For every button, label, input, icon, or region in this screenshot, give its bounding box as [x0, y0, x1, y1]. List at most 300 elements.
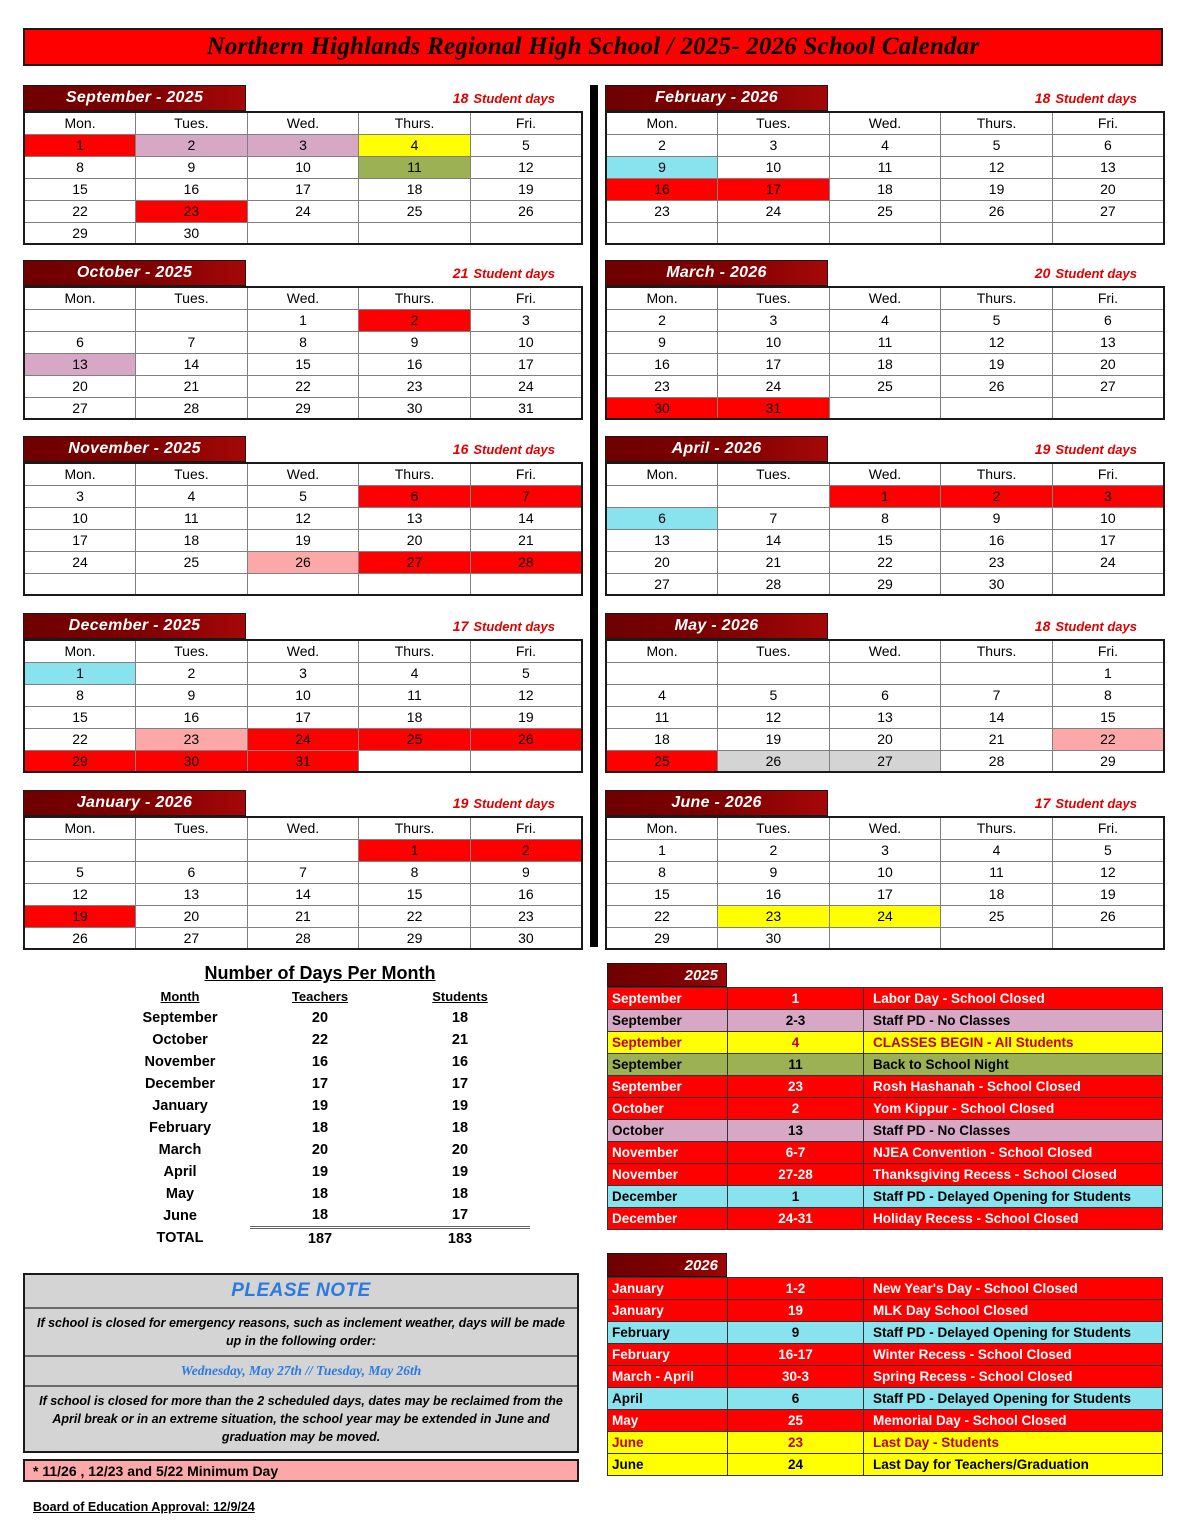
calendar-day-cell[interactable]: 20 — [1052, 353, 1164, 375]
calendar-day-cell[interactable]: 9 — [136, 156, 248, 178]
calendar-day-cell[interactable]: 23 — [606, 375, 718, 397]
calendar-day-cell[interactable]: 30 — [136, 222, 248, 244]
weekday-header-fri: Fri. — [1052, 112, 1164, 134]
calendar-week-row — [606, 883, 1164, 905]
calendar-day-cell[interactable]: 13 — [24, 353, 136, 375]
student-days-count: 18 — [1034, 618, 1051, 634]
calendar-day-cell[interactable]: 5 — [718, 684, 830, 706]
calendar-day-cell[interactable]: 23 — [359, 375, 471, 397]
calendar-empty-cell — [1052, 573, 1164, 595]
calendar-day-cell[interactable]: 18 — [829, 353, 941, 375]
calendar-week-row — [24, 728, 582, 750]
calendar-day-cell[interactable]: 26 — [718, 750, 830, 772]
weekday-header-mon: Mon. — [24, 640, 136, 662]
month-block — [605, 790, 1165, 950]
calendar-day-cell[interactable]: 12 — [941, 156, 1053, 178]
calendar-day-cell[interactable]: 1 — [1052, 662, 1164, 684]
calendar-day-cell[interactable]: 1 — [24, 662, 136, 684]
calendar-day-cell[interactable]: 3 — [24, 485, 136, 507]
calendar-day-cell[interactable]: 11 — [941, 861, 1053, 883]
calendar-day-cell[interactable]: 11 — [136, 507, 248, 529]
calendar-day-cell[interactable]: 22 — [829, 551, 941, 573]
calendar-day-cell[interactable]: 2 — [941, 485, 1053, 507]
legend-row — [608, 1300, 1163, 1322]
calendar-day-cell[interactable]: 2 — [470, 839, 582, 861]
calendar-day-cell[interactable]: 9 — [136, 684, 248, 706]
calendar-day-cell[interactable]: 13 — [136, 883, 248, 905]
student-days-label — [828, 613, 1165, 639]
calendar-day-cell[interactable]: 27 — [606, 573, 718, 595]
calendar-day-cell[interactable]: 5 — [470, 134, 582, 156]
calendar-day-cell[interactable]: 16 — [606, 178, 718, 200]
calendar-day-cell[interactable]: 6 — [1052, 134, 1164, 156]
calendar-day-cell[interactable]: 26 — [470, 200, 582, 222]
calendar-day-cell[interactable]: 9 — [718, 861, 830, 883]
calendar-day-cell[interactable]: 25 — [136, 551, 248, 573]
calendar-day-cell[interactable]: 24 — [24, 551, 136, 573]
calendar-day-cell[interactable]: 10 — [718, 156, 830, 178]
calendar-week-row — [606, 684, 1164, 706]
page-title: Northern Highlands Regional High School / 2025- 2026 School Calendar — [206, 33, 980, 60]
weekday-header-tues: Tues. — [136, 463, 248, 485]
calendar-empty-cell — [359, 573, 471, 595]
calendar-day-cell[interactable]: 22 — [359, 905, 471, 927]
calendar-day-cell[interactable]: 5 — [941, 134, 1053, 156]
calendar-day-cell[interactable]: 16 — [606, 353, 718, 375]
calendar-day-cell[interactable]: 17 — [1052, 529, 1164, 551]
calendar-day-cell[interactable]: 19 — [470, 706, 582, 728]
weekday-header-fri: Fri. — [470, 640, 582, 662]
calendar-day-cell[interactable]: 20 — [606, 551, 718, 573]
calendar-day-cell[interactable]: 13 — [1052, 156, 1164, 178]
calendar-day-cell[interactable]: 15 — [1052, 706, 1164, 728]
calendar-day-cell[interactable]: 3 — [718, 134, 830, 156]
calendar-day-cell[interactable]: 11 — [606, 706, 718, 728]
calendar-day-cell[interactable]: 19 — [470, 178, 582, 200]
calendar-day-cell[interactable]: 19 — [247, 529, 359, 551]
calendar-day-cell[interactable]: 1 — [606, 839, 718, 861]
calendar-day-cell[interactable]: 8 — [829, 507, 941, 529]
calendar-day-cell[interactable]: 28 — [247, 927, 359, 949]
calendar-day-cell[interactable]: 21 — [136, 375, 248, 397]
calendar-day-cell[interactable]: 26 — [247, 551, 359, 573]
calendar-day-cell[interactable]: 5 — [247, 485, 359, 507]
calendar-empty-cell — [829, 927, 941, 949]
legend-date: 4 — [728, 1032, 864, 1054]
dpm-teachers: 22 — [311, 1032, 329, 1048]
calendar-day-cell[interactable]: 4 — [359, 662, 471, 684]
calendar-day-cell[interactable]: 30 — [136, 750, 248, 772]
calendar-day-cell[interactable]: 20 — [359, 529, 471, 551]
days-per-month-row — [110, 1183, 530, 1205]
calendar-day-cell[interactable]: 22 — [606, 905, 718, 927]
weekday-header-wed: Wed. — [829, 287, 941, 309]
calendar-day-cell[interactable]: 24 — [718, 375, 830, 397]
days-per-month-total-row — [110, 1227, 530, 1249]
dpm-teachers: 20 — [311, 1142, 329, 1158]
calendar-day-cell[interactable]: 11 — [829, 156, 941, 178]
calendar-day-cell[interactable]: 13 — [1052, 331, 1164, 353]
calendar-day-cell[interactable]: 7 — [941, 684, 1053, 706]
calendar-day-cell[interactable]: 16 — [136, 178, 248, 200]
weekday-header-fri: Fri. — [1052, 817, 1164, 839]
calendar-day-cell[interactable]: 22 — [247, 375, 359, 397]
calendar-day-cell[interactable]: 2 — [606, 134, 718, 156]
calendar-day-cell[interactable]: 9 — [359, 331, 471, 353]
calendar-day-cell[interactable]: 11 — [359, 684, 471, 706]
weekday-header-fri: Fri. — [470, 112, 582, 134]
calendar-day-cell[interactable]: 17 — [718, 178, 830, 200]
calendar-day-cell[interactable]: 9 — [606, 156, 718, 178]
calendar-day-cell[interactable]: 28 — [470, 551, 582, 573]
student-days-count: 18 — [452, 90, 469, 106]
month-header-bar — [23, 85, 583, 111]
calendar-empty-cell — [941, 222, 1053, 244]
weekday-header-tues: Tues. — [136, 287, 248, 309]
calendar-day-cell[interactable]: 10 — [247, 684, 359, 706]
month-header-bar — [605, 790, 1165, 816]
calendar-day-cell[interactable]: 19 — [718, 728, 830, 750]
calendar-day-cell[interactable]: 26 — [470, 728, 582, 750]
calendar-day-cell[interactable]: 5 — [941, 309, 1053, 331]
calendar-day-cell[interactable]: 25 — [359, 728, 471, 750]
calendar-day-cell[interactable]: 25 — [359, 200, 471, 222]
calendar-week-row — [606, 156, 1164, 178]
calendar-day-cell[interactable]: 29 — [829, 573, 941, 595]
calendar-day-cell[interactable]: 16 — [359, 353, 471, 375]
weekday-header-thurs: Thurs. — [941, 463, 1053, 485]
calendar-day-cell[interactable]: 31 — [247, 750, 359, 772]
calendar-day-cell[interactable]: 6 — [606, 507, 718, 529]
calendar-day-cell[interactable]: 27 — [359, 551, 471, 573]
calendar-day-cell[interactable]: 18 — [136, 529, 248, 551]
calendar-day-cell[interactable]: 29 — [24, 222, 136, 244]
calendar-week-row — [24, 883, 582, 905]
calendar-day-cell[interactable]: 11 — [829, 331, 941, 353]
calendar-week-row — [24, 375, 582, 397]
calendar-day-cell[interactable]: 25 — [829, 200, 941, 222]
calendar-day-cell[interactable]: 22 — [24, 200, 136, 222]
weekday-header-mon: Mon. — [24, 463, 136, 485]
calendar-day-cell[interactable]: 4 — [941, 839, 1053, 861]
calendar-day-cell[interactable]: 14 — [941, 706, 1053, 728]
calendar-day-cell[interactable]: 30 — [718, 927, 830, 949]
legend-panel-2026 — [607, 1253, 1163, 1476]
calendar-day-cell[interactable]: 7 — [718, 507, 830, 529]
calendar-day-cell[interactable]: 15 — [24, 706, 136, 728]
calendar-day-cell[interactable]: 24 — [470, 375, 582, 397]
dpm-teachers: 18 — [250, 1205, 390, 1227]
calendar-day-cell[interactable]: 2 — [606, 309, 718, 331]
calendar-day-cell[interactable]: 12 — [470, 684, 582, 706]
calendar-day-cell[interactable]: 5 — [1052, 839, 1164, 861]
calendar-day-cell[interactable]: 20 — [1052, 178, 1164, 200]
calendar-day-cell[interactable]: 8 — [1052, 684, 1164, 706]
calendar-day-cell[interactable]: 27 — [1052, 200, 1164, 222]
calendar-day-cell[interactable]: 28 — [941, 750, 1053, 772]
dpm-students: 17 — [451, 1076, 469, 1092]
calendar-day-cell[interactable]: 4 — [359, 134, 471, 156]
calendar-day-cell[interactable]: 19 — [24, 905, 136, 927]
calendar-day-cell[interactable]: 23 — [941, 551, 1053, 573]
calendar-day-cell[interactable]: 8 — [606, 861, 718, 883]
calendar-day-cell[interactable]: 17 — [247, 178, 359, 200]
calendar-day-cell[interactable]: 18 — [359, 706, 471, 728]
calendar-day-cell[interactable]: 21 — [247, 905, 359, 927]
calendar-day-cell[interactable]: 24 — [247, 728, 359, 750]
calendar-day-cell[interactable]: 7 — [136, 331, 248, 353]
calendar-day-cell[interactable]: 24 — [829, 905, 941, 927]
calendar-day-cell[interactable]: 27 — [136, 927, 248, 949]
calendar-day-cell[interactable]: 26 — [1052, 905, 1164, 927]
weekday-header-fri: Fri. — [470, 817, 582, 839]
calendar-day-cell[interactable]: 29 — [1052, 750, 1164, 772]
days-per-month-row — [110, 1139, 530, 1161]
calendar-day-cell[interactable]: 16 — [718, 883, 830, 905]
calendar-day-cell[interactable]: 1 — [247, 309, 359, 331]
legend-date: 19 — [728, 1300, 864, 1322]
calendar-day-cell[interactable]: 5 — [24, 861, 136, 883]
student-days-text: Student days — [1055, 265, 1137, 281]
calendar-day-cell[interactable]: 2 — [359, 309, 471, 331]
legend-description: Holiday Recess - School Closed — [864, 1208, 1163, 1230]
calendar-day-cell[interactable]: 12 — [1052, 861, 1164, 883]
weekday-header-tues: Tues. — [718, 112, 830, 134]
calendar-day-cell[interactable]: 26 — [941, 200, 1053, 222]
legend-month: March - April — [608, 1366, 728, 1388]
calendar-day-cell[interactable]: 15 — [829, 529, 941, 551]
calendar-day-cell[interactable]: 22 — [1052, 728, 1164, 750]
calendar-day-cell[interactable]: 13 — [606, 529, 718, 551]
calendar-day-cell[interactable]: 10 — [24, 507, 136, 529]
calendar-day-cell[interactable]: 27 — [24, 397, 136, 419]
legend-row — [608, 1388, 1163, 1410]
calendar-day-cell[interactable]: 1 — [829, 485, 941, 507]
calendar-day-cell[interactable]: 15 — [24, 178, 136, 200]
calendar-day-cell[interactable]: 6 — [1052, 309, 1164, 331]
calendar-day-cell[interactable]: 9 — [470, 861, 582, 883]
calendar-day-cell[interactable]: 16 — [136, 706, 248, 728]
calendar-day-cell[interactable]: 2 — [718, 839, 830, 861]
legend-month: June — [608, 1432, 728, 1454]
dpm-month: December — [144, 1076, 216, 1092]
month-block — [605, 613, 1165, 773]
calendar-day-cell[interactable]: 30 — [359, 397, 471, 419]
calendar-day-cell[interactable]: 12 — [470, 156, 582, 178]
legend-month: November — [608, 1164, 728, 1186]
dpm-month: January — [152, 1098, 208, 1114]
calendar-day-cell[interactable]: 29 — [606, 927, 718, 949]
calendar-day-cell[interactable]: 31 — [718, 397, 830, 419]
calendar-day-cell[interactable]: 28 — [718, 573, 830, 595]
calendar-day-cell[interactable]: 18 — [941, 883, 1053, 905]
calendar-day-cell[interactable]: 25 — [941, 905, 1053, 927]
legend-month: September — [608, 1054, 728, 1076]
calendar-day-cell[interactable]: 24 — [718, 200, 830, 222]
calendar-day-cell[interactable]: 30 — [606, 397, 718, 419]
student-days-text: Student days — [473, 795, 555, 811]
calendar-day-cell[interactable]: 6 — [136, 861, 248, 883]
calendar-day-cell[interactable]: 17 — [24, 529, 136, 551]
board-approval-note: Board of Education Approval: 12/9/24 — [33, 1500, 255, 1514]
legend-description: MLK Day School Closed — [864, 1300, 1163, 1322]
calendar-day-cell[interactable]: 1 — [24, 134, 136, 156]
legend-month: May — [608, 1410, 728, 1432]
calendar-day-cell[interactable]: 2 — [136, 134, 248, 156]
calendar-day-cell[interactable]: 8 — [24, 684, 136, 706]
calendar-day-cell[interactable]: 10 — [829, 861, 941, 883]
calendar-day-cell[interactable]: 27 — [1052, 375, 1164, 397]
calendar-day-cell[interactable]: 9 — [941, 507, 1053, 529]
calendar-day-cell[interactable]: 10 — [718, 331, 830, 353]
calendar-day-cell[interactable]: 27 — [829, 750, 941, 772]
calendar-day-cell[interactable]: 31 — [470, 397, 582, 419]
student-days-label — [246, 790, 583, 816]
weekday-header-tues: Tues. — [136, 817, 248, 839]
month-header-bar — [605, 260, 1165, 286]
student-days-label — [828, 436, 1165, 462]
calendar-day-cell[interactable]: 29 — [247, 397, 359, 419]
legend-date: 2 — [728, 1098, 864, 1120]
calendar-day-cell[interactable]: 3 — [718, 309, 830, 331]
student-days-count: 16 — [452, 441, 469, 457]
calendar-week-row — [606, 178, 1164, 200]
calendar-day-cell[interactable]: 17 — [829, 883, 941, 905]
calendar-day-cell[interactable]: 11 — [359, 156, 471, 178]
calendar-day-cell[interactable]: 12 — [718, 706, 830, 728]
calendar-day-cell[interactable]: 30 — [470, 927, 582, 949]
calendar-day-cell[interactable]: 19 — [1052, 883, 1164, 905]
calendar-day-cell[interactable]: 9 — [606, 331, 718, 353]
calendar-day-cell[interactable]: 7 — [470, 485, 582, 507]
calendar-day-cell[interactable]: 13 — [829, 706, 941, 728]
calendar-day-cell[interactable]: 6 — [359, 485, 471, 507]
calendar-day-cell[interactable]: 20 — [829, 728, 941, 750]
calendar-day-cell[interactable]: 26 — [24, 927, 136, 949]
calendar-day-cell[interactable]: 8 — [359, 861, 471, 883]
calendar-day-cell[interactable]: 15 — [359, 883, 471, 905]
calendar-day-cell[interactable]: 1 — [359, 839, 471, 861]
calendar-day-cell[interactable]: 7 — [247, 861, 359, 883]
calendar-day-cell[interactable]: 29 — [24, 750, 136, 772]
calendar-day-cell[interactable]: 19 — [941, 178, 1053, 200]
calendar-day-cell[interactable]: 23 — [136, 728, 248, 750]
calendar-day-cell[interactable]: 28 — [136, 397, 248, 419]
weekday-header-fri: Fri. — [1052, 640, 1164, 662]
calendar-day-cell[interactable]: 25 — [606, 750, 718, 772]
legend-description: Winter Recess - School Closed — [864, 1344, 1163, 1366]
calendar-day-cell[interactable]: 23 — [470, 905, 582, 927]
calendar-day-cell[interactable]: 16 — [470, 883, 582, 905]
student-days-label — [828, 790, 1165, 816]
calendar-day-cell[interactable]: 3 — [247, 134, 359, 156]
legend-month: October — [608, 1120, 728, 1142]
calendar-day-cell[interactable]: 6 — [829, 684, 941, 706]
calendar-day-cell[interactable]: 5 — [470, 662, 582, 684]
calendar-day-cell[interactable]: 12 — [247, 507, 359, 529]
calendar-day-cell[interactable]: 23 — [718, 905, 830, 927]
calendar-day-cell[interactable]: 18 — [359, 178, 471, 200]
calendar-day-cell[interactable]: 8 — [247, 331, 359, 353]
calendar-day-cell[interactable]: 21 — [718, 551, 830, 573]
student-days-text: Student days — [473, 441, 555, 457]
calendar-day-cell[interactable]: 21 — [470, 529, 582, 551]
calendar-day-cell[interactable]: 4 — [829, 134, 941, 156]
legend-row — [608, 1120, 1163, 1142]
calendar-week-row — [24, 485, 582, 507]
calendar-day-cell[interactable]: 3 — [829, 839, 941, 861]
calendar-day-cell[interactable]: 3 — [470, 309, 582, 331]
legend-date: 1-2 — [728, 1278, 864, 1300]
calendar-day-cell[interactable]: 26 — [941, 375, 1053, 397]
calendar-day-cell[interactable]: 13 — [359, 507, 471, 529]
calendar-day-cell[interactable]: 14 — [247, 883, 359, 905]
calendar-day-cell[interactable]: 24 — [247, 200, 359, 222]
calendar-day-cell[interactable]: 4 — [136, 485, 248, 507]
calendar-day-cell[interactable]: 3 — [1052, 485, 1164, 507]
calendar-day-cell[interactable]: 29 — [359, 927, 471, 949]
calendar-day-cell[interactable]: 12 — [941, 331, 1053, 353]
student-days-count: 21 — [452, 265, 469, 281]
calendar-day-cell[interactable]: 15 — [247, 353, 359, 375]
calendar-day-cell[interactable]: 19 — [941, 353, 1053, 375]
dpm-teachers: 19 — [311, 1164, 329, 1180]
calendar-day-cell[interactable]: 24 — [1052, 551, 1164, 573]
calendar-day-cell[interactable]: 17 — [247, 706, 359, 728]
calendar-week-row — [24, 684, 582, 706]
calendar-day-cell[interactable]: 23 — [136, 200, 248, 222]
legend-description: NJEA Convention - School Closed — [864, 1142, 1163, 1164]
calendar-empty-cell — [470, 750, 582, 772]
calendar-day-cell[interactable]: 20 — [136, 905, 248, 927]
legend-description: Staff PD - No Classes — [864, 1120, 1163, 1142]
calendar-day-cell[interactable]: 3 — [247, 662, 359, 684]
student-days-count: 18 — [1034, 90, 1051, 106]
calendar-day-cell[interactable]: 8 — [24, 156, 136, 178]
calendar-day-cell[interactable]: 21 — [941, 728, 1053, 750]
calendar-day-cell[interactable]: 17 — [470, 353, 582, 375]
calendar-day-cell[interactable]: 20 — [24, 375, 136, 397]
calendar-day-cell[interactable]: 17 — [718, 353, 830, 375]
calendar-day-cell[interactable]: 4 — [606, 684, 718, 706]
calendar-day-cell[interactable]: 18 — [606, 728, 718, 750]
calendar-day-cell[interactable]: 30 — [941, 573, 1053, 595]
calendar-day-cell[interactable]: 2 — [136, 662, 248, 684]
calendar-day-cell[interactable]: 6 — [24, 331, 136, 353]
calendar-day-cell[interactable]: 10 — [247, 156, 359, 178]
calendar-day-cell[interactable]: 10 — [1052, 507, 1164, 529]
calendar-day-cell[interactable]: 22 — [24, 728, 136, 750]
calendar-day-cell[interactable]: 16 — [941, 529, 1053, 551]
calendar-day-cell[interactable]: 23 — [606, 200, 718, 222]
calendar-day-cell[interactable]: 14 — [470, 507, 582, 529]
calendar-empty-cell — [718, 662, 830, 684]
please-note-body-1: If school is closed for emergency reasons, such as inclement weather, days will be made up in the following order: — [37, 1316, 565, 1348]
calendar-day-cell[interactable]: 15 — [606, 883, 718, 905]
calendar-day-cell[interactable]: 12 — [24, 883, 136, 905]
days-per-month-row — [110, 1073, 530, 1095]
month-calendar-table — [605, 462, 1165, 596]
legend-table-2025 — [607, 987, 1163, 1230]
calendar-day-cell[interactable]: 14 — [718, 529, 830, 551]
calendar-day-cell[interactable]: 14 — [136, 353, 248, 375]
calendar-day-cell[interactable]: 4 — [829, 309, 941, 331]
calendar-day-cell[interactable]: 18 — [829, 178, 941, 200]
calendar-day-cell[interactable]: 10 — [470, 331, 582, 353]
calendar-day-cell[interactable]: 25 — [829, 375, 941, 397]
weekday-header-thurs: Thurs. — [941, 287, 1053, 309]
weekday-header-thurs: Thurs. — [359, 817, 471, 839]
